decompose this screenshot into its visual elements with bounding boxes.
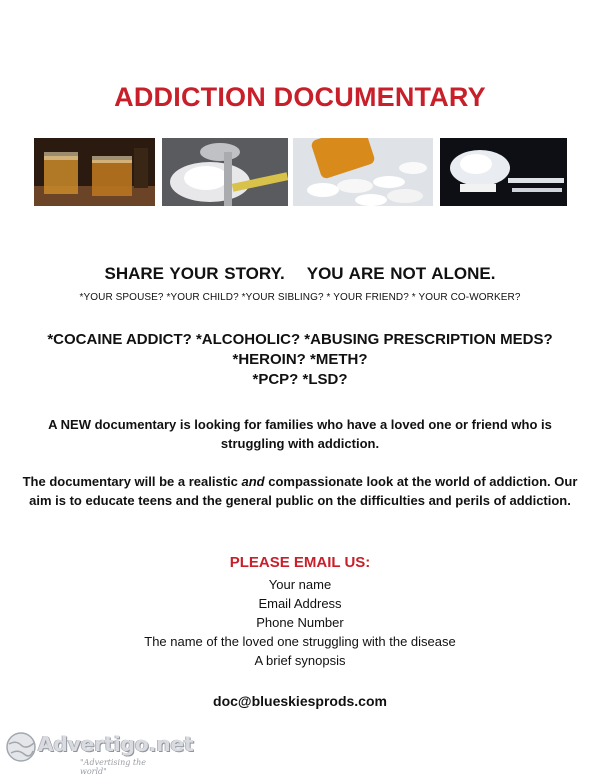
aim-text-end: compassionate look at the world of addiction. Our aim is to educate teens and the general public on the difficulties and perils of addiction. [29, 474, 578, 508]
aim-text-emphasis: and [241, 474, 265, 489]
email-heading: PLEASE EMAIL US: [229, 554, 371, 571]
drug-question-line: *COCAINE ADDICT? *ALCOHOLIC? *ABUSING PRESCRIPTION MEDS? [47, 331, 553, 348]
watermark-brand: Advertigo.net [38, 732, 194, 756]
requested-info-item: Your name [268, 577, 332, 592]
spoon-syringe-image [162, 138, 288, 206]
pills-bottle-image [293, 138, 433, 206]
headline-share-story: SHARE YOUR STORY. [104, 264, 285, 283]
requested-info-list [20, 575, 580, 670]
cocaine-lines-image [440, 138, 567, 206]
drug-question-line: *PCP? *LSD? [252, 371, 348, 388]
drug-question-list [20, 330, 580, 390]
whiskey-glasses-image [34, 138, 155, 206]
requested-info-item: Phone Number [256, 615, 344, 630]
requested-info-item: Email Address [258, 596, 342, 611]
headline-not-alone: YOU ARE NOT ALONE. [306, 264, 496, 283]
advertigo-watermark [4, 728, 194, 776]
family-question-line: *YOUR SPOUSE? *YOUR CHILD? *YOUR SIBLING? * YOUR FRIEND? * YOUR CO-WORKER? [79, 292, 521, 303]
headline [20, 264, 580, 284]
requested-info-item: The name of the loved one struggling with the disease [144, 634, 456, 649]
aim-text-start: The documentary will be a realistic [22, 474, 242, 489]
globe-icon [4, 730, 38, 764]
aim-paragraph [20, 472, 580, 510]
intro-paragraph: A NEW documentary is looking for families who have a loved one or friend who is struggling with addiction. [48, 417, 552, 451]
flyer-title: ADDICTION DOCUMENTARY [114, 82, 486, 112]
watermark-tagline: "Advertising the world" [80, 758, 147, 776]
contact-email[interactable]: doc@blueskiesprods.com [213, 693, 387, 709]
drug-question-line: *HEROIN? *METH? [232, 351, 368, 368]
requested-info-item: A brief synopsis [254, 653, 346, 668]
